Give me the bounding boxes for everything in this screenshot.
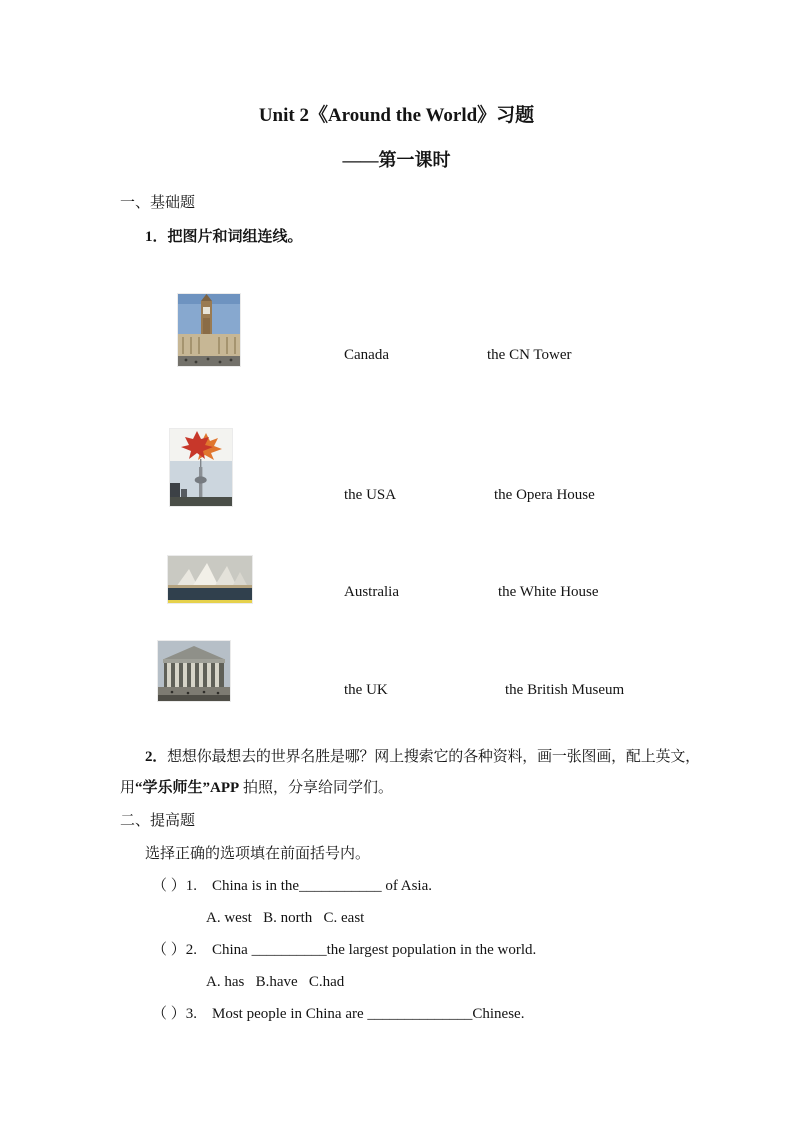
british-museum-photo	[158, 641, 230, 701]
item2-instruction-line1	[145, 748, 700, 767]
sydney-opera-house-photo	[168, 556, 252, 603]
match-left-label: Canada	[344, 347, 389, 363]
match-left-label: the USA	[344, 487, 397, 503]
matching-row	[120, 556, 673, 603]
match-right-label: the British Museum	[505, 682, 625, 698]
item1-instruction: 1．把图片和词组连线。	[145, 229, 303, 245]
match-right-label: the CN Tower	[487, 347, 572, 363]
section2-instruction: 选择正确的选项填在前面括号内。	[145, 846, 371, 862]
section1-heading: 一、基础题	[120, 195, 196, 211]
item2-line2-post: 拍照，分享给同学们。	[239, 780, 393, 796]
page-subtitle: ——第一课时	[342, 150, 451, 170]
match-right-label: the White House	[498, 584, 599, 600]
item2-number: 2．	[145, 749, 168, 765]
matching-row	[120, 294, 673, 366]
match-left-label: Australia	[344, 584, 399, 600]
question-2-stem: （ ）2. China __________the largest population in the world.	[152, 942, 537, 958]
section2-heading: 二、提高题	[120, 813, 196, 829]
question-1-options: A. west B. north C. east	[206, 910, 365, 926]
maple-leaf-cn-tower-photo	[170, 429, 232, 506]
matching-row	[120, 429, 673, 506]
item2-line2-pre: 用	[120, 780, 136, 796]
item2-app-name: “学乐师生”APP	[135, 780, 240, 796]
page-title: Unit 2《Around the World》习题	[258, 105, 535, 126]
question-3-stem: （ ）3. Most people in China are ______________Chinese.	[152, 1006, 525, 1022]
matching-row	[120, 641, 673, 701]
item2-instruction-line2	[120, 779, 673, 798]
match-left-label: the UK	[344, 682, 388, 698]
match-right-label: the Opera House	[494, 487, 595, 503]
item2-text: 想想你最想去的世界名胜是哪？网上搜索它的各种资料，画一张图画，配上英文，	[167, 749, 700, 765]
question-1-stem: （ ）1. China is in the___________ of Asia.	[152, 878, 432, 894]
big-ben-photo	[178, 294, 240, 366]
question-2-options: A. has B.have C.had	[206, 974, 345, 990]
